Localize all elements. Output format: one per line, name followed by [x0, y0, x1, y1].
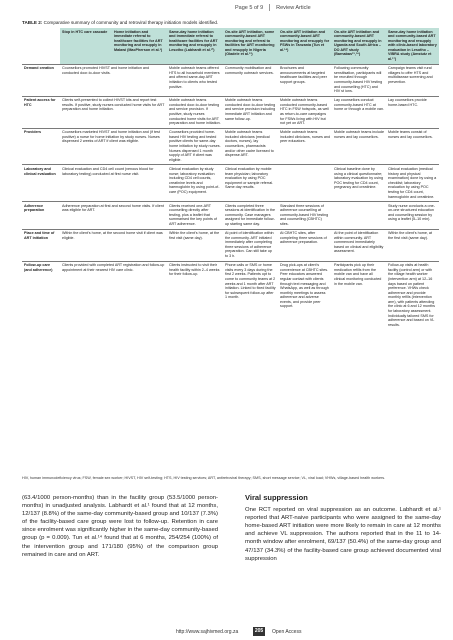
table-row	[22, 128, 439, 165]
table-row-header: Providers	[24, 130, 42, 135]
table-row-header: Adherence preparation	[24, 203, 45, 213]
table-column-header: On-site ART initiation and community-based ART monitoring and resupply for FSWs in Tanzania (Tun et al.¹⁴)	[278, 28, 332, 64]
table-row-header: Place and time of ART initiation	[22, 229, 60, 261]
table-row	[22, 96, 439, 128]
table-row	[22, 261, 439, 329]
page-footer	[0, 626, 453, 638]
table-cell: Mobile outreach teams included clinicians, nurses and peer educators.	[280, 130, 331, 144]
table-cell: Study nurse conducts a one-on-one structured education and counselling session by using a leaflet (5–10 min).	[388, 203, 435, 222]
comparison-table	[22, 28, 439, 329]
table-column-header: Same-day home initiation and immediate referral to healthcare facilities for ART monitoring and resupply in Lesotho (Labhardt et al.¹²)	[167, 28, 223, 64]
table-cell: Counsellors marketed HIVST and home initiation and (if test positive) a nurse for home initiation by study nurses. Nurses dispensed 2 weeks of ART if client was eligible.	[62, 130, 160, 144]
table-caption-text: Comparative summary of community and retroviral therapy initiation models identified.	[42, 20, 219, 25]
table-cell: Lay counsellors conduct community-based HTC at home or through a mobile van.	[332, 96, 386, 128]
table-cell: Clients received one-ART counselling directly after testing, plus a leaflet that summarised the key points of ART adherence.	[169, 203, 217, 226]
table-cell	[332, 202, 386, 229]
table-cell: Clients provided with completed ART registration and follow-up appointment at their nearest HIV care clinic.	[62, 263, 165, 272]
table-row	[22, 64, 439, 96]
table-cell: Mobile outreach teams conducted door-to-door testing and service provision. If positive, study nurses conducted home visits for ART preparation and home initiation.	[167, 96, 223, 128]
table-cell: Clients instructed to visit their health facility within 2–4 weeks for their follow-up.	[169, 263, 220, 277]
table-cell: At the point of identification within community. ART commenced immediately based on clinical and eligibility assessment.	[332, 229, 386, 261]
table-cell: Counsellors promoted HIVST and home initiation and conducted door-to-door visits.	[62, 66, 150, 75]
table-cell: At CBHTC sites, after completing three sessions of adherence preparation.	[278, 229, 332, 261]
table-row	[22, 229, 439, 261]
page-label: Page 5 of 9	[235, 4, 264, 11]
table-cell: Standard three sessions of adherence counselling at community-based HIV testing and counselling (CBHTC) sites.	[280, 203, 329, 226]
table-cell: Clients self-presented to collect HIVST kits and report test results. If positive, study nurses conducted home visits for ART preparation and home initiation.	[60, 96, 167, 128]
table-cell: Drug pick-ups at client’s convenience at CBHTC sites. Peer educators answered regular contact with clients through text messaging and WhatsApp, as well as through monthly meetings to assess adherence and adverse events, and provide peer support.	[280, 263, 329, 309]
table-cell: At point of identification within the community. ART initiated immediately after completing three sessions of adherence preparation. Can still take up to 3 h.	[223, 229, 278, 261]
table-cell: Lay counsellors provide home-based HTC.	[386, 96, 439, 128]
table-cell: Mobile outreach teams offered HTS to all household members and offered same-day ART initiation to clients who tested positive.	[169, 66, 220, 89]
table-cell: Mobile outreach teams conducted door-to-door testing and service provision including immediate ART initiation and same follow-up.	[223, 96, 278, 128]
table-cell: Within the client’s home, at the first visit (same day).	[386, 229, 439, 261]
table-cell	[278, 165, 332, 202]
table-row	[22, 202, 439, 229]
table-cell: Mobile outreach teams include nurses and lay counsellors.	[334, 130, 385, 139]
table-column-header: On-site ART initiation and community-based ART monitoring and resupply in Uganda and South Africa – DO ART study (Barnabas¹⁵,¹⁶)	[332, 28, 386, 64]
header-divider	[269, 4, 270, 11]
body-paragraph-viral-suppression: One RCT reported on viral suppression as an outcome. Labhardt et al.¹ reported that ART-naive participants who were assigned to the same-day home-based ART initiation were more likely to remain in care at 12 months and achieve VL suppression. The authors reported that in the 11 to 14-month window after enrolment, 69/137 (50.4%) of the same-day group and 47/137 (34.3%) of the facility-based care group achieved documented viral suppression	[245, 507, 441, 562]
table-cell: Counsellors provided home-based HIV testing and tested positive clients for same-day home initiation by study nurses. Nurses dispensed 1 month supply of ART if client was eligible.	[169, 130, 221, 162]
table-cell: Following community sensitisation, participants will be recruited through community-based HIV testing and counselling (HTC) and HIV st ions.	[334, 66, 383, 94]
page-number: 205	[254, 628, 264, 634]
table-cell: Mobile outreach teams included clinicians (medical doctors, nurses), lay counsellors, pharmacists and/or other cadre licensed to dispense ART.	[225, 130, 274, 158]
table-caption-label: TABLE 2:	[22, 20, 43, 25]
table-row-header: Demand creation	[24, 66, 54, 71]
table-cell: Within the client’s home, at the first visit (same day).	[167, 229, 223, 261]
body-column-left	[22, 494, 218, 559]
table-cell: Community mobilisation and community outreach services.	[225, 66, 274, 75]
body-paragraph-retention: (63.4/1000 person-months) than in the facility group (53.5/1000 person-months) in unadjusted analysis. Labhardt et al.¹ found that at 12 months, 12/137 (8.8%) of the same-day community-based group and 10/137 (7.3%) of the facility-based care group were lost to follow-up. Retention in care since enrolment was significantly higher in the same-day community-based group (p = 0.009). Tun et al.¹⁴ found that at 6 months, 254/254 (100%) of the intervention group and 171/180 (95%) of the comparison group remained in care and on ART.	[22, 495, 218, 558]
table-cell: Mobile outreach teams conducted community-based HTC in FSW hotspots, as well as return-to-care campaigns for FSWs living with HIV but not yet on ART.	[278, 96, 332, 128]
table-cell: Within the client’s home, at the second home visit if client was eligible.	[60, 229, 167, 261]
journal-url-link[interactable]: http://www.sajhivmed.org.za	[176, 629, 239, 635]
table-cell: Clinical evaluation by study nurse; laboratory evaluation including CD4 cell counts, creatinine levels and haemoglobin by using point-of-care (POC) equipment.	[167, 165, 223, 202]
table-cell: Clinical evaluation and CD4 cell count (venous blood for laboratory testing) conducted at first nurse visit.	[60, 165, 167, 202]
table-caption	[22, 20, 442, 26]
table-row	[22, 165, 439, 202]
page-header	[0, 0, 453, 18]
table-row-header: Follow-up care (and adherence)	[24, 263, 53, 272]
table-cell: Adherence preparation at first and second home visits. If client was eligible for ART.	[62, 203, 164, 213]
table-cell: Campaign teams visit rural villages to offer HTS and multidisease screening and prevention.	[388, 66, 433, 84]
section-label: Review Article	[276, 4, 311, 11]
table-row-header: Patient access for HTC	[22, 96, 60, 128]
page-header-info	[235, 4, 311, 11]
section-heading-viral-suppression: Viral suppression	[245, 493, 308, 502]
table-footnote: HIV, human immunodeficiency virus; FSW, female sex worker; HIVST, HIV self-testing; HTS, HIV testing services; ART, antiretroviral therapy; SMS, short message service; VL, viral load; VHWs, village-based health workers.	[22, 476, 386, 480]
table-column-header: On-site ART initiation, some community-based ART monitoring and referral to facilities for ART monitoring and resupply in Nigeria (Oladele et al.¹³)	[223, 28, 278, 64]
table-cell: Participants pick up their medication refills from the mobile van and have all clinical monitoring conducted in the mobile van.	[334, 263, 382, 286]
table-cell: Phone calls or SMS or home visits every 3 days during the first 2 weeks. Patients opt to come to community teams at 2 weeks and 1 month after ART initiation. Linked to fixed facility for subsequent follow-up after 1 month.	[225, 263, 276, 300]
open-access-label: Open Access	[272, 629, 302, 635]
table-cell: Clients completed three sessions at identification in the community. Case managers assigned for immediate follow-up starting same day.	[225, 203, 276, 226]
table-row-header: Laboratory and clinical evaluation	[22, 165, 60, 202]
table-column-header: Same-day home initiation and community-based ART monitoring and resupply with clinic-based laboratory evaluation in Lesotho – VIBRA study (Amstutz et al.¹⁷)	[386, 28, 439, 64]
table-cell: Follow-up visits at health facility (control arm) or with the village health worker (intervention arm) at 12–16 days based on patient preference. VHWs check adherence and provide monthly refills (intervention arm), with patients attending the clinic at 6 and 12 months for laboratory assessment. Individually tailored SMS for adherence and based on VL results.	[388, 263, 435, 327]
table-cell: Brochures and announcements at targeted healthcare facilities and peer support groups.	[280, 66, 327, 84]
table-column-header	[22, 28, 60, 64]
table-cell: Mobile teams consist of nurses and lay counsellors.	[388, 130, 433, 139]
table-header-row	[22, 28, 439, 64]
table-column-header: Home initiation and immediate referral to healthcare facilities for ART monitoring and resupply in Malawi (MacPherson et al.³)	[112, 28, 167, 64]
table-column-header: Stop in HTC care cascade	[60, 28, 112, 64]
table-cell: Clinical evaluation by mobile team physician; laboratory evaluation by using POC equipment or sample referral. Same day results.	[223, 165, 278, 202]
table-cell: Clinical baseline done by using a clinical questionnaire; laboratory evaluation by using POC testing for CD4 count, pregnancy and creatinine.	[332, 165, 386, 202]
body-column-right	[245, 494, 441, 563]
table-cell: Clinical evaluation (medical history and physical examination) done by using a checklist; laboratory evaluation by using POC testing for CD4 count, haemoglobin and creatinine.	[386, 165, 439, 202]
